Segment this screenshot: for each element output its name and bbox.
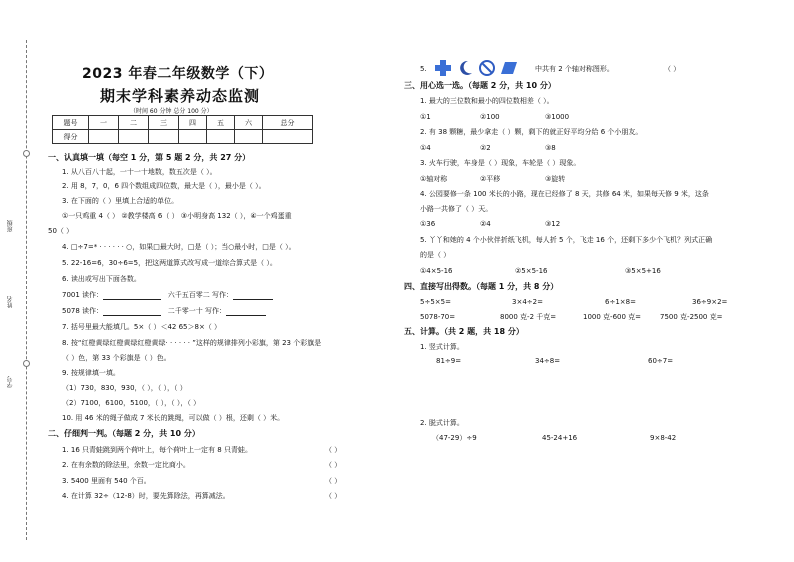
choice-option[interactable]: ②2 [480,144,491,152]
name-label: 姓名 [7,296,14,308]
question: 2. 用 8，7，0，6 四个数组成四位数，最大是（ ），最小是（ ）。 [62,182,266,190]
choice-option[interactable]: ③8 [545,144,556,152]
question: （1）730，830，930，（ ），（ ），（ ） [62,384,187,392]
score-input-cell[interactable] [235,130,263,144]
choice-option[interactable]: ③5×5+16 [625,267,661,275]
choice-option[interactable]: ①4×5-16 [420,267,453,275]
score-header-cell: 六 [235,116,263,130]
choice-option[interactable]: ①36 [420,220,436,228]
answer-blank[interactable] [103,292,161,300]
question: 5. 22-16=6，30÷6=5，把这两道算式改写成一道综合算式是（ ）。 [62,259,277,267]
choice-question: 3. 火车行驶，车身是（ ）现象，车轮是（ ）现象。 [420,159,581,167]
number-to-write: 六千五百零二 写作： [167,291,233,299]
binding-margin [0,0,36,562]
direct-calc: 36÷9×2= [692,298,728,306]
cross-icon [435,60,451,76]
step-calc: 9×8-42 [650,434,677,442]
judge-item: 1. 16 只青蛙跳到两个荷叶上，每个荷叶上一定有 8 只青蛙。 [62,446,252,454]
number-to-read: 5078 读作： [62,307,104,315]
calc-subheading: 2. 脱式计算。 [420,419,464,427]
number-to-write: 二千零一十 写作： [167,307,226,315]
vertical-calc: 60÷7= [648,357,674,365]
judge-answer[interactable]: （ ） [664,65,681,73]
score-table [52,115,313,144]
direct-calc: 8000 克-2 千克= [500,313,557,321]
read-write-row [62,306,266,316]
score-header-cell: 四 [179,116,207,130]
margin-dot [23,360,30,367]
choice-option[interactable]: ③1000 [545,113,570,121]
choice-option[interactable]: ②4 [480,220,491,228]
choice-question: 5. 丫丫和她的 4 个小伙伴折纸飞机，每人折 5 个，飞走 16 个，还剩下多少个飞机？列式正确 [420,236,713,244]
score-input-cell[interactable] [89,130,119,144]
answer-blank[interactable] [233,292,273,300]
judge-item: 5. [420,65,427,73]
score-input-cell[interactable] [207,130,235,144]
judge-item: 中共有 2 个轴对称图形。 [535,65,614,73]
direct-calc: 7500 克-2500 克= [660,313,723,321]
choice-option[interactable]: ②100 [480,113,500,121]
calc-subheading: 1. 竖式计算。 [420,343,464,351]
score-input-cell[interactable] [119,130,149,144]
judge-answer[interactable]: （ ） [325,446,342,454]
question: 3. 在下面的（ ）里填上合适的单位。 [62,197,179,205]
parallelogram-icon [501,60,517,76]
margin-dot [23,150,30,157]
answer-blank[interactable] [226,308,266,316]
question: 8. 按“红橙黄绿红橙黄绿红橙黄绿· · · · · · ”这样的规律排列小彩旗，第 23 个彩旗是 [62,339,322,347]
cut-line [26,40,27,540]
choice-option[interactable]: ②平移 [480,175,501,183]
judge-answer[interactable]: （ ） [325,492,342,500]
section-4-heading: 四、直接写出得数。（每题 1 分，共 8 分） [404,282,559,291]
question: 7. 括号里最大能填几。5×（ ）＜42 65＞8×（ ） [62,323,222,331]
section-2-heading: 二、仔细判一判。（每题 2 分，共 10 分） [48,429,200,438]
read-write-row [62,290,273,300]
class-label: 班级 [7,220,14,232]
question: 6. 读出或写出下面各数。 [62,275,141,283]
choice-option[interactable]: ③旋转 [545,175,566,183]
question: （ ）色，第 33 个彩旗是（ ）色。 [62,354,171,362]
direct-calc: 1000 克-600 克= [583,313,642,321]
section-3-heading: 三、用心选一选。（每题 2 分，共 10 分） [404,81,556,90]
choice-question: 的是（ ） [420,251,451,259]
choice-question: 4. 公园要修一条 100 米长的小路，现在已经修了 8 天，共修 64 米，如果每天修 9 米，这条 [420,190,709,198]
score-header-cell: 一 [89,116,119,130]
choice-question: 2. 有 38 颗糖，最少拿走（ ）颗，剩下的就正好平均分给 6 个小朋友。 [420,128,643,136]
no-sign-icon [479,60,495,76]
vertical-calc: 34÷8= [535,357,561,365]
score-header-cell: 三 [149,116,179,130]
choice-question: 1. 最大的三位数和最小的四位数相差（ ）。 [420,97,554,105]
question: 9. 按规律填一填。 [62,369,120,377]
exam-title: 2023 年春二年级数学（下） [82,66,274,82]
shape-row [435,60,517,76]
score-input-cell[interactable] [149,130,179,144]
direct-calc: 5078-70= [420,313,456,321]
judge-answer[interactable]: （ ） [325,477,342,485]
judge-item: 2. 在有余数的除法里，余数一定比商小。 [62,461,190,469]
question: 50（ ） [48,227,74,235]
answer-blank[interactable] [103,308,161,316]
section-5-heading: 五、计算。（共 2 题，共 18 分） [404,327,524,336]
question: （2）7100，6100，5100，（ ），（ ），（ ） [62,399,201,407]
choice-option[interactable]: ①轴对称 [420,175,448,183]
judge-item: 4. 在计算 32÷（12-8）时，要先算除法，再算减法。 [62,492,230,500]
choice-option[interactable]: ①4 [420,144,431,152]
choice-option[interactable]: ③12 [545,220,561,228]
time-score-note: （时间 60 分钟 总分 100 分） [130,108,213,115]
direct-calc: 3×4÷2= [512,298,543,306]
question: 10. 用 46 米的绳子做成 7 米长的跳绳，可以做（ ）根，还剩（ ）米。 [62,414,285,422]
student-id-label: 学号 [7,376,14,388]
score-header-cell: 总分 [263,116,313,130]
choice-question: 小路一共修了（ ）天。 [420,205,493,213]
judge-item: 3. 5400 里面有 540 个百。 [62,477,151,485]
exam-subtitle: 期末学科素养动态监测 [100,87,261,105]
vertical-calc: 81÷9= [436,357,462,365]
score-input-cell[interactable] [179,130,207,144]
score-header-cell: 五 [207,116,235,130]
choice-option[interactable]: ②5×5-16 [515,267,548,275]
question: 1. 从八百八十起，一十一十地数，数五次是（ ）。 [62,168,217,176]
number-to-read: 7001 读作： [62,291,104,299]
moon-icon [457,60,473,76]
section-1-heading: 一、认真填一填（每空 1 分，第 5 题 2 分，共 27 分） [48,153,251,162]
choice-option[interactable]: ①1 [420,113,431,121]
question: 4. □÷7=* · · · · · · ○，如果□最大时，□是（ ）；当○最小时，□是（ ）。 [62,243,296,251]
judge-answer[interactable]: （ ） [325,461,342,469]
score-header-cell: 二 [119,116,149,130]
direct-calc: 6÷1×8= [605,298,636,306]
score-header-cell: 题号 [53,116,89,130]
score-input-cell[interactable] [263,130,313,144]
step-calc: （47-29）÷9 [432,434,477,442]
question: ①一只鸡重 4（ ） ②教学楼高 6（ ） ③小明身高 132（ ），④一个鸡蛋重 [62,212,292,220]
direct-calc: 5÷5×5= [420,298,451,306]
score-label-cell: 得分 [53,130,89,144]
step-calc: 45-24+16 [542,434,578,442]
